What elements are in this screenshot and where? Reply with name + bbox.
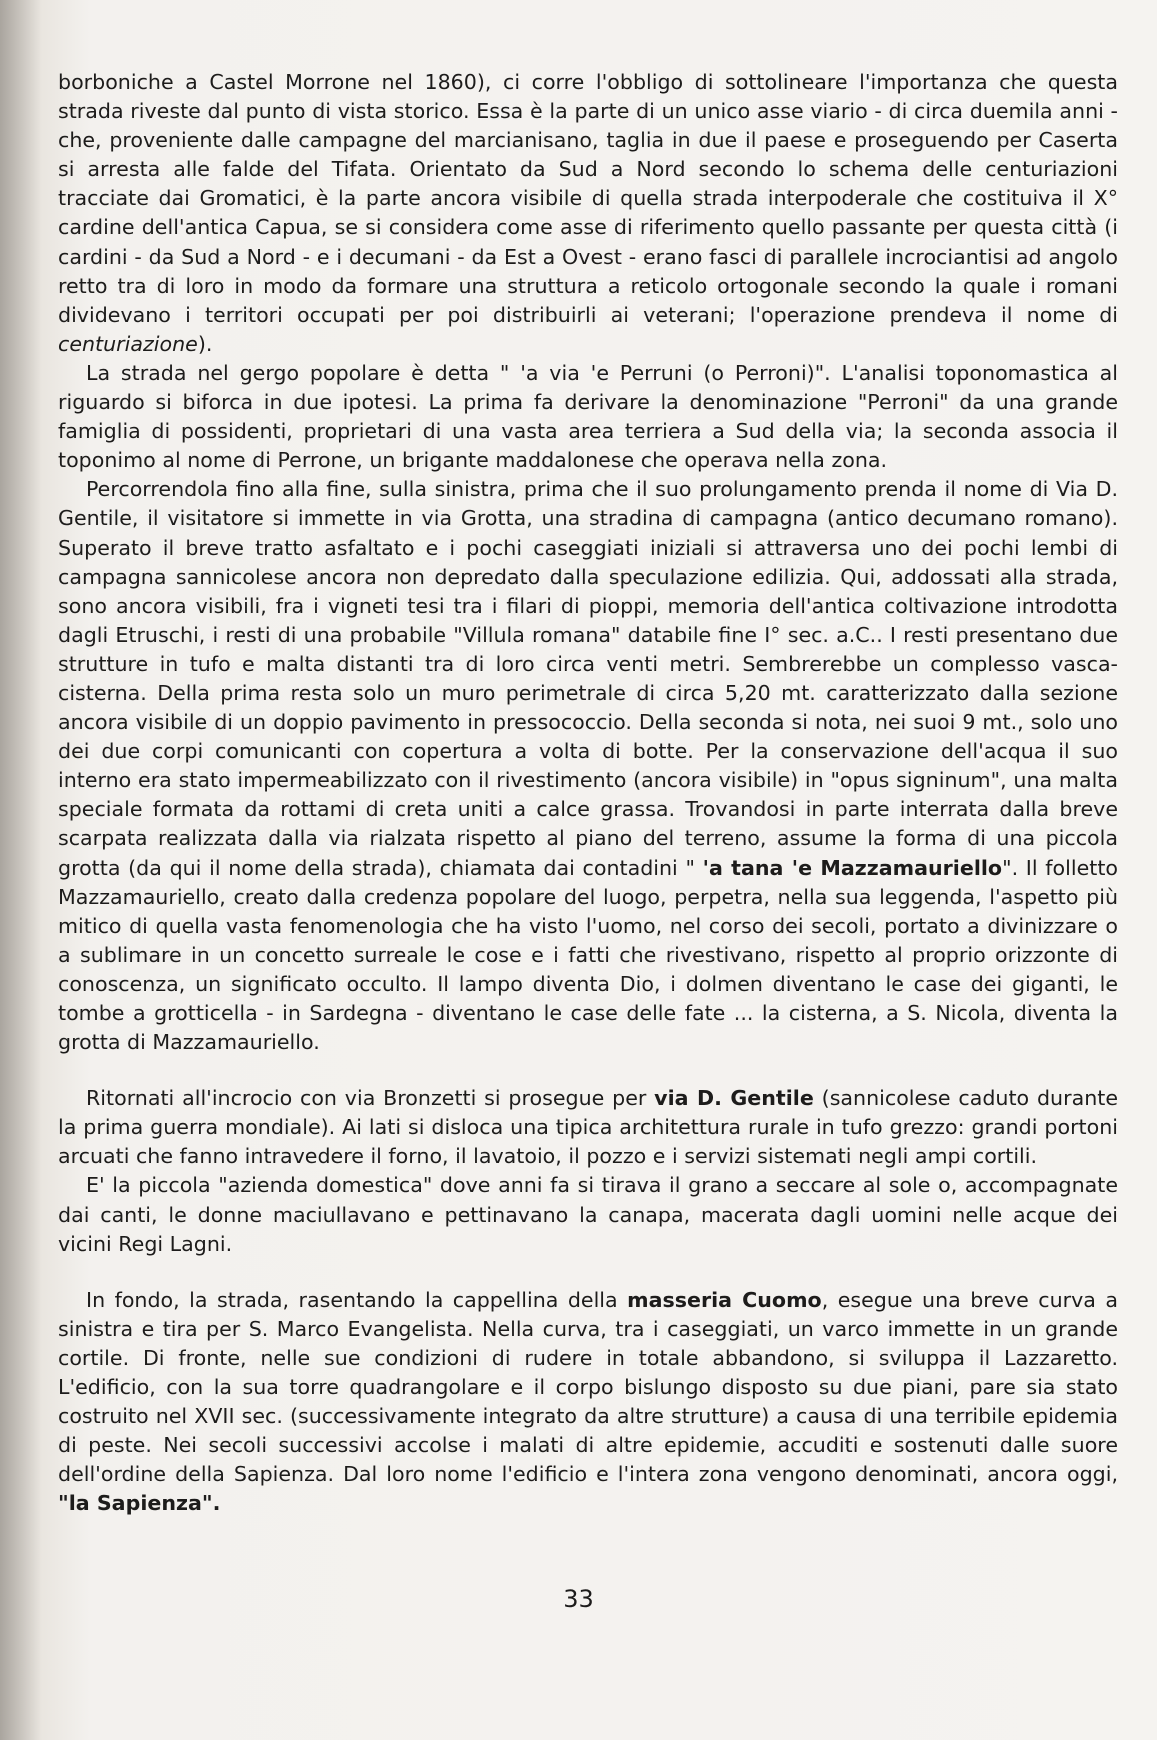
paragraph-via-grotta: Percorrendola fino alla fine, sulla sinistra, prima che il suo prolungamento prenda il nome di Via D. Gentile, il visitatore si immette in via Grotta, una stradina di campagna (antico decumano romano). Superato il breve tratto asfaltato e i pochi caseggiati iniziali si attraversa uno dei pochi lembi di campagna sannicolese ancora non depredato dalla speculazione edilizia. Qui, addossati alla strada, sono ancora visibili, fra i vigneti tesi tra i filari di pioppi, memoria dell'antica coltivazione introdotta dagli Etruschi, i resti di una probabile "Villula romana" databile fine I° sec. a.C.. I resti presentano due strutture in tufo e malta distanti tra di loro circa venti metri. Sembrerebbe un complesso vasca-cisterna. Della prima resta solo un muro perimetrale di circa 5,20 mt. caratterizzato dalla sezione ancora visibile di un doppio pavimento in pressococcio. Della seconda si nota, nei suoi 9 mt., solo uno dei due corpi comunicanti con copertura a volta di botte. Per la conservazione dell'acqua il suo interno era stato impermeabilizzato con il rivestimento (ancora visibile) in "opus signinum", una malta speciale formata da rottami di creta uniti a calce grassa. Trovandosi in parte interrata dalla breve scarpata realizzata dalla via rialzata rispetto al piano del terreno, assume la forma di una piccola grotta (da qui il nome della strada), chiamata dai contadini " 'a tana 'e Mazzamauriello". Il folletto Mazzamauriello, creato dalla credenza popolare del luogo, perpetra, nella sua leggenda, l'aspetto più mitico di quella vasta fenomenologia che ha visto l'uomo, nel corso dei secoli, portato a divinizzare o a sublimare in un concetto surreale le cose e i fatti che rivestivano, rispetto al proprio orizzonte di conoscenza, un significato occulto. Il lampo diventa Dio, i dolmen diventano le case dei giganti, le tombe a grotticella - in Sardegna - diventano le case delle fate ... la cisterna, a S. Nicola, diventa la grotta di Mazzamauriello. <box>58 477 1119 1055</box>
paragraph-gergo-popolare: La strada nel gergo popolare è detta " 'a via 'e Perruni (o Perroni)". L'analisi toponomastica al riguardo si biforca in due ipotesi. La prima fa derivare la denominazione "Perroni" da una grande famiglia di possidenti, proprietari di una vasta area terriera a Sud della via; la seconda associa il toponimo al nome di Perrone, un brigante maddalonese che operava nella zona. <box>58 360 1118 473</box>
paragraph-azienda-domestica: E' la piccola "azienda domestica" dove anni fa si tirava il grano a seccare al sole o, accompagnate dai canti, le donne maciullavano e pettinavano la canapa, macerata dagli uomini nelle acque dei vicini Regi Lagni. <box>58 1173 1118 1256</box>
paragraph-via-gentile: Ritornati all'incrocio con via Bronzetti si prosegue per via D. Gentile (sannicolese caduto durante la prima guerra mondiale). Ai lati si disloca una tipica architettura rurale in tufo grezzo: grandi portoni arcuati che fanno intravedere il forno, il lavatoio, il pozzo e i servizi sistemati negli ampi cortili. <box>58 1086 1118 1169</box>
binding-shadow <box>0 0 42 1740</box>
paragraph-lazzaretto: In fondo, la strada, rasentando la cappellina della masseria Cuomo, esegue una breve curva a sinistra e tira per S. Marco Evangelista. Nella curva, tra i caseggiati, un varco immette in un grande cortile. Di fronte, nelle sue condizioni di rudere in totale abbandono, si sviluppa il Lazzaretto. L'edificio, con la sua torre quadrangolare e il corpo bislungo disposto su due piani, pare sia stato costruito nel XVII sec. (successivamente integrato da altre strutture) a causa di una terribile epidemia di peste. Nei secoli successivi accolse i malati di altre epidemie, accuditi e sostenuti dalle suore dell'ordine della Sapienza. Dal loro nome l'edificio e l'intera zona vengono denominati, ancora oggi, "la Sapienza". <box>58 1287 1119 1516</box>
body-text <box>58 68 1118 1519</box>
page-number: 33 <box>563 1585 594 1613</box>
paragraph-castel-morrone: borboniche a Castel Morrone nel 1860), ci corre l'obbligo di sottolineare l'importanza che questa strada riveste dal punto di vista storico. Essa è la parte di un unico asse viario - di circa duemila anni - che, proveniente dalle campagne del marcianisano, taglia in due il paese e proseguendo per Caserta si arresta alle falde del Tifata. Orientato da Sud a Nord secondo lo schema delle centuriazioni tracciate dai Gromatici, è la parte ancora visibile di quella strada interpoderale che costituiva il X° cardine dell'antica Capua, se si considera come asse di riferimento quello passante per questa città (i cardini - da Sud a Nord - e i decumani - da Est a Ovest - erano fasci di parallele incrociantisi ad angolo retto tra di loro in modo da formare una struttura a reticolo ortogonale secondo la quale i romani dividevano i territori occupati per poi distribuirli ai veterani; l'operazione prendeva il nome di centuriazione). <box>58 70 1118 356</box>
